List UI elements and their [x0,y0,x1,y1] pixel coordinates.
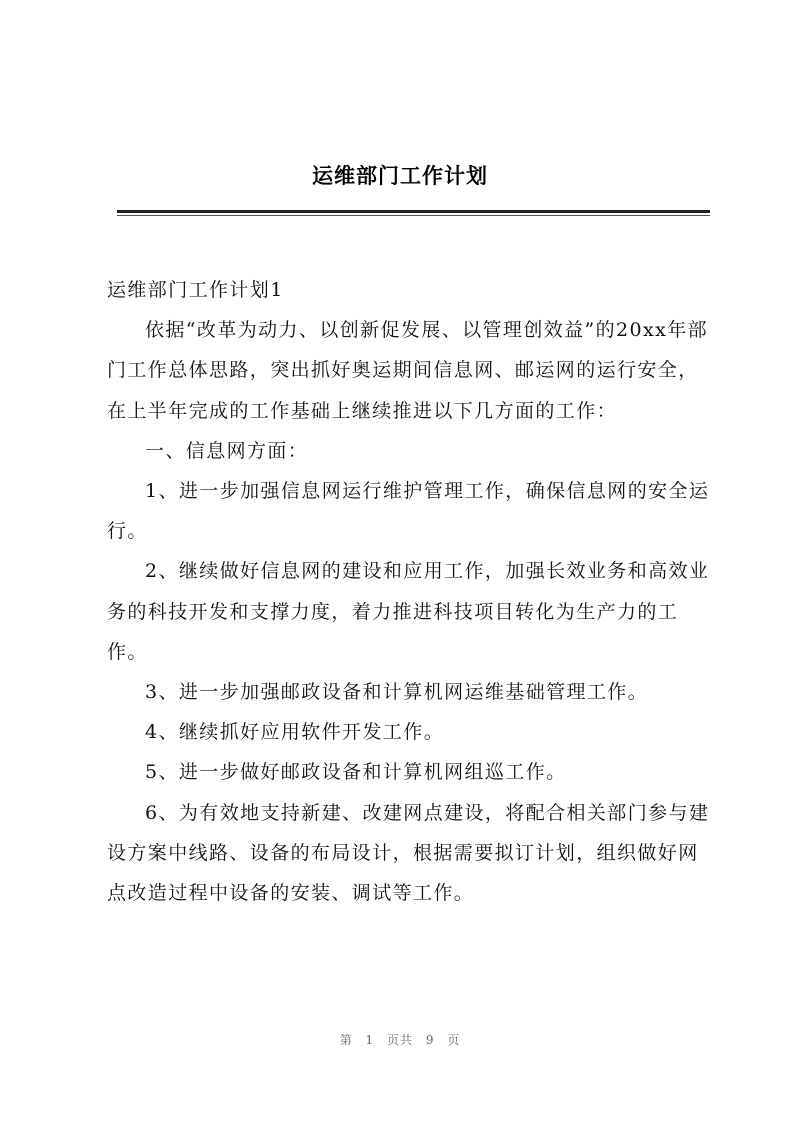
document-title: 运维部门工作计划 [312,164,488,188]
title-rule-thick [117,210,710,213]
intro-paragraph: 依据“改革为动力、以创新促发展、以管理创效益”的20xx年部门工作总体思路，突出抓好奥运期间信息网、邮运网的运行安全，在上半年完成的工作基础上继续推进以下几方面的工作： [107,319,709,422]
page-footer: 第 1 页共 9 页 [339,1033,461,1047]
subsection-heading: 一、信息网方面： [145,439,309,462]
list-item: 3、进一步加强邮政设备和计算机网运维基础管理工作。 [145,681,649,704]
document-body [107,270,712,913]
list-item: 2、继续做好信息网的建设和应用工作，加强长效业务和高效业务的科技开发和支撑力度，着力推进科技项目转化为生产力的工作。 [107,560,710,663]
list-item: 4、继续抓好应用软件开发工作。 [145,721,445,744]
title-rule-thin [117,215,710,216]
list-item: 1、进一步加强信息网运行维护管理工作，确保信息网的安全运行。 [107,480,710,543]
list-item: 6、为有效地支持新建、改建网点建设，将配合相关部门参与建设方案中线路、设备的布局设计，根据需要拟订计划，组织做好网点改造过程中设备的安装、调试等工作。 [107,801,710,905]
section-heading: 运维部门工作计划1 [107,279,284,301]
list-item: 5、进一步做好邮政设备和计算机网组巡工作。 [145,761,567,784]
